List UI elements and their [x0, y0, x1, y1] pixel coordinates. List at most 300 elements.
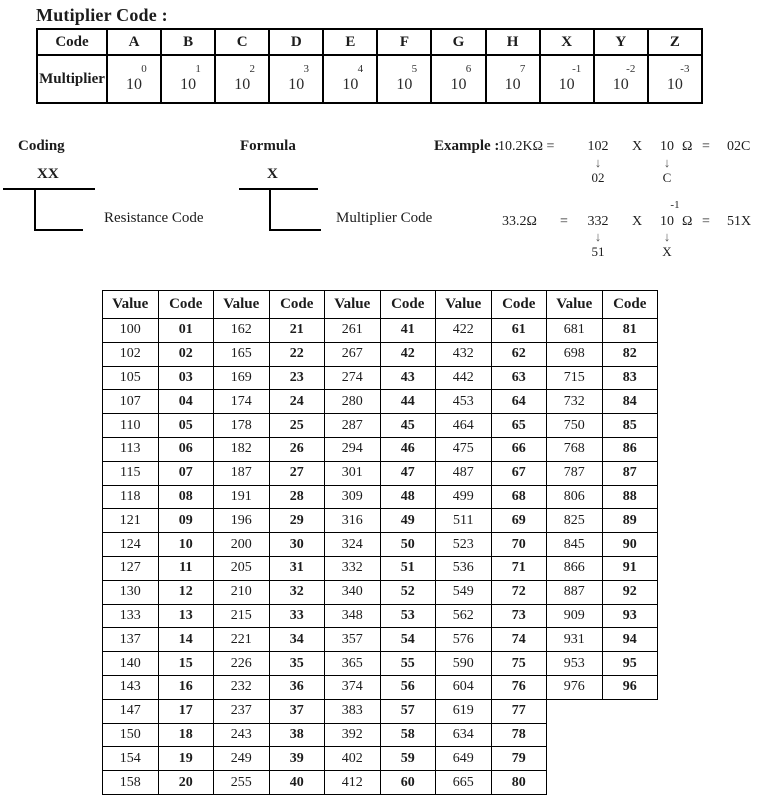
value-cell: 619 — [436, 699, 492, 723]
code-cell: 01 — [158, 319, 214, 343]
down-arrow-icon: ↓ — [594, 155, 602, 170]
code-cell: 58 — [380, 723, 436, 747]
value-cell: 196 — [214, 509, 270, 533]
value-cell: 113 — [103, 437, 159, 461]
multiplier-value-cell — [323, 55, 377, 103]
down-arrow-icon: ↓ — [663, 229, 671, 244]
multiplier-code-letter: F — [377, 29, 431, 55]
example1-ohm-symbol: Ω — [682, 139, 693, 154]
value-cell: 255 — [214, 771, 270, 795]
value-code-table — [102, 290, 658, 795]
value-code-header: Code — [491, 291, 547, 319]
code-cell: 24 — [269, 390, 325, 414]
value-cell: 107 — [103, 390, 159, 414]
value-code-header: Value — [436, 291, 492, 319]
example2-mantissa: 332 — [587, 214, 609, 229]
value-cell: 221 — [214, 628, 270, 652]
value-cell: 147 — [103, 699, 159, 723]
code-cell: 83 — [602, 366, 658, 390]
code-cell: 37 — [269, 699, 325, 723]
code-cell: 21 — [269, 319, 325, 343]
value-cell: 953 — [547, 652, 603, 676]
table-row — [103, 533, 658, 557]
value-cell: 402 — [325, 747, 381, 771]
table-row — [103, 628, 658, 652]
down-arrow-icon: ↓ — [594, 229, 602, 244]
code-cell: 05 — [158, 414, 214, 438]
value-cell: 105 — [103, 366, 159, 390]
value-cell: 887 — [547, 580, 603, 604]
value-cell: 237 — [214, 699, 270, 723]
value-cell: 422 — [436, 319, 492, 343]
value-cell: 158 — [103, 771, 159, 795]
code-cell: 75 — [491, 652, 547, 676]
table-row — [103, 342, 658, 366]
code-cell: 12 — [158, 580, 214, 604]
value-cell: 634 — [436, 723, 492, 747]
value-cell: 768 — [547, 437, 603, 461]
value-code-header: Value — [547, 291, 603, 319]
value-cell: 324 — [325, 533, 381, 557]
value-code-header: Value — [214, 291, 270, 319]
base-text: 10 — [612, 76, 629, 94]
code-cell: 91 — [602, 556, 658, 580]
table-row — [103, 461, 658, 485]
value-code-header: Value — [103, 291, 159, 319]
value-code-header: Code — [269, 291, 325, 319]
code-cell: 38 — [269, 723, 325, 747]
exponent-text: 2 — [249, 63, 255, 76]
multiplier-table — [36, 28, 703, 104]
example2-lhs-equals: = — [560, 214, 568, 229]
base-text: 10 — [396, 76, 413, 94]
value-cell: 130 — [103, 580, 159, 604]
code-cell: 27 — [269, 461, 325, 485]
value-cell: 294 — [325, 437, 381, 461]
code-cell: 87 — [602, 461, 658, 485]
exponent-text: 6 — [465, 63, 472, 76]
code-cell: 39 — [269, 747, 325, 771]
code-cell: 68 — [491, 485, 547, 509]
table-row — [103, 747, 658, 771]
value-cell: 127 — [103, 556, 159, 580]
base-text: 10 — [666, 76, 683, 94]
value-cell: 562 — [436, 604, 492, 628]
value-cell: 100 — [103, 319, 159, 343]
value-cell: 340 — [325, 580, 381, 604]
code-cell: 08 — [158, 485, 214, 509]
code-cell: 10 — [158, 533, 214, 557]
code-cell: 61 — [491, 319, 547, 343]
code-cell: 47 — [380, 461, 436, 485]
value-cell: 665 — [436, 771, 492, 795]
code-cell: 62 — [491, 342, 547, 366]
code-cell: 07 — [158, 461, 214, 485]
table-row — [103, 723, 658, 747]
value-cell: 187 — [214, 461, 270, 485]
code-cell: 86 — [602, 437, 658, 461]
value-cell: 549 — [436, 580, 492, 604]
code-cell: 76 — [491, 675, 547, 699]
value-cell: 590 — [436, 652, 492, 676]
multiplier-code-letter: E — [323, 29, 377, 55]
example1-result: 02C — [727, 139, 751, 154]
value-cell: 191 — [214, 485, 270, 509]
example2-times: X — [631, 214, 643, 229]
coding-underline — [3, 188, 95, 190]
multiplier-value-cell — [431, 55, 485, 103]
value-cell: 115 — [103, 461, 159, 485]
value-cell: 604 — [436, 675, 492, 699]
value-code-header: Code — [158, 291, 214, 319]
exponent-text: -2 — [626, 63, 636, 76]
value-cell: 332 — [325, 556, 381, 580]
code-cell: 95 — [602, 652, 658, 676]
example1-equals: = — [702, 139, 710, 154]
table-row — [103, 604, 658, 628]
value-cell: 178 — [214, 414, 270, 438]
code-cell: 44 — [380, 390, 436, 414]
code-cell: 60 — [380, 771, 436, 795]
value-code-header: Value — [325, 291, 381, 319]
base-text: 10 — [180, 76, 197, 94]
base-text: 10 — [234, 76, 251, 94]
value-cell: 931 — [547, 628, 603, 652]
multiplier-value-cell — [269, 55, 323, 103]
value-cell: 499 — [436, 485, 492, 509]
example1-lhs: 10.2KΩ = — [498, 139, 555, 154]
example1-multiplier-code: C — [662, 170, 672, 185]
value-cell: 523 — [436, 533, 492, 557]
value-cell: 174 — [214, 390, 270, 414]
code-cell: 23 — [269, 366, 325, 390]
code-cell: 34 — [269, 628, 325, 652]
code-cell: 65 — [491, 414, 547, 438]
example1-base: 10 — [660, 139, 674, 154]
value-cell: 182 — [214, 437, 270, 461]
table-row — [103, 580, 658, 604]
value-cell: 150 — [103, 723, 159, 747]
code-cell: 74 — [491, 628, 547, 652]
example2-multiplier-code: X — [662, 244, 672, 259]
formula-heading: Formula — [240, 138, 296, 154]
value-cell: 487 — [436, 461, 492, 485]
example2-result: 51X — [727, 214, 752, 229]
code-cell: 16 — [158, 675, 214, 699]
code-cell: 33 — [269, 604, 325, 628]
value-cell: 698 — [547, 342, 603, 366]
formula-connector-horizontal — [269, 229, 321, 231]
formula-connector-vertical — [269, 188, 271, 231]
multiplier-value-cell — [486, 55, 540, 103]
code-cell: 73 — [491, 604, 547, 628]
multiplier-code-letter: Z — [648, 29, 702, 55]
code-cell: 54 — [380, 628, 436, 652]
code-cell: 49 — [380, 509, 436, 533]
base-text: 10 — [450, 76, 467, 94]
code-cell: 11 — [158, 556, 214, 580]
code-cell: 32 — [269, 580, 325, 604]
code-cell: 96 — [602, 675, 658, 699]
value-cell: 118 — [103, 485, 159, 509]
value-cell: 274 — [325, 366, 381, 390]
value-cell: 243 — [214, 723, 270, 747]
value-cell: 806 — [547, 485, 603, 509]
code-cell: 67 — [491, 461, 547, 485]
down-arrow-icon: ↓ — [663, 155, 671, 170]
coding-connector-vertical — [34, 188, 36, 231]
example1-mantissa: 102 — [587, 139, 609, 154]
value-cell: 348 — [325, 604, 381, 628]
value-cell: 412 — [325, 771, 381, 795]
multiplier-row-header: Multiplier — [37, 55, 107, 103]
multiplier-value-cell — [594, 55, 648, 103]
code-cell: 78 — [491, 723, 547, 747]
example2-equals: = — [702, 214, 710, 229]
code-cell: 35 — [269, 652, 325, 676]
code-cell: 66 — [491, 437, 547, 461]
code-cell: 28 — [269, 485, 325, 509]
code-cell: 06 — [158, 437, 214, 461]
code-cell: 56 — [380, 675, 436, 699]
example2-exponent: -1 — [670, 199, 680, 211]
code-cell: 89 — [602, 509, 658, 533]
value-cell: 374 — [325, 675, 381, 699]
exponent-text: 3 — [303, 63, 310, 76]
value-cell: 475 — [436, 437, 492, 461]
value-cell: 357 — [325, 628, 381, 652]
formula-symbol: X — [267, 166, 278, 182]
base-text: 10 — [288, 76, 305, 94]
multiplier-value-cell — [107, 55, 161, 103]
value-cell: 249 — [214, 747, 270, 771]
coding-connector-horizontal — [34, 229, 83, 231]
code-cell: 63 — [491, 366, 547, 390]
value-cell: 750 — [547, 414, 603, 438]
value-cell: 102 — [103, 342, 159, 366]
table-row — [103, 485, 658, 509]
code-cell: 82 — [602, 342, 658, 366]
code-cell: 69 — [491, 509, 547, 533]
code-cell: 17 — [158, 699, 214, 723]
code-cell: 85 — [602, 414, 658, 438]
value-cell: 124 — [103, 533, 159, 557]
value-cell: 681 — [547, 319, 603, 343]
code-cell: 72 — [491, 580, 547, 604]
code-cell: 26 — [269, 437, 325, 461]
example2-mantissa-code: 51 — [591, 244, 605, 259]
value-cell: 464 — [436, 414, 492, 438]
code-cell: 41 — [380, 319, 436, 343]
code-cell: 22 — [269, 342, 325, 366]
value-cell: 909 — [547, 604, 603, 628]
table-row — [103, 366, 658, 390]
exponent-text: 5 — [411, 63, 418, 76]
value-cell: 825 — [547, 509, 603, 533]
multiplier-code-letter: H — [486, 29, 540, 55]
value-cell: 200 — [214, 533, 270, 557]
multiplier-code-letter: A — [107, 29, 161, 55]
code-cell: 81 — [602, 319, 658, 343]
value-cell: 267 — [325, 342, 381, 366]
value-cell: 133 — [103, 604, 159, 628]
code-cell: 84 — [602, 390, 658, 414]
multiplier-code-letter: Y — [594, 29, 648, 55]
exponent-text: 7 — [519, 63, 526, 76]
code-cell: 92 — [602, 580, 658, 604]
code-cell: 45 — [380, 414, 436, 438]
code-cell: 48 — [380, 485, 436, 509]
example2-ohm-symbol: Ω — [682, 214, 693, 229]
value-cell: 140 — [103, 652, 159, 676]
code-cell: 55 — [380, 652, 436, 676]
code-cell: 30 — [269, 533, 325, 557]
value-cell: 845 — [547, 533, 603, 557]
value-cell: 137 — [103, 628, 159, 652]
code-cell: 88 — [602, 485, 658, 509]
value-cell: 392 — [325, 723, 381, 747]
code-cell: 46 — [380, 437, 436, 461]
code-cell: 03 — [158, 366, 214, 390]
code-cell: 50 — [380, 533, 436, 557]
code-cell: 25 — [269, 414, 325, 438]
example-heading: Example : — [434, 138, 500, 154]
example1-times: X — [631, 139, 643, 154]
multiplier-code-letter: C — [215, 29, 269, 55]
table-row — [103, 699, 658, 723]
code-cell: 51 — [380, 556, 436, 580]
value-code-header: Code — [602, 291, 658, 319]
base-text: 10 — [342, 76, 359, 94]
value-cell: 976 — [547, 675, 603, 699]
exponent-text: -3 — [680, 63, 690, 76]
value-cell: 576 — [436, 628, 492, 652]
value-code-header: Code — [380, 291, 436, 319]
code-cell: 53 — [380, 604, 436, 628]
value-cell: 143 — [103, 675, 159, 699]
value-cell: 287 — [325, 414, 381, 438]
multiplier-value-cell — [377, 55, 431, 103]
coding-heading: Coding — [18, 138, 65, 154]
multiplier-code-letter: X — [540, 29, 594, 55]
code-cell: 59 — [380, 747, 436, 771]
base-text: 10 — [504, 76, 521, 94]
value-cell: 432 — [436, 342, 492, 366]
code-cell: 93 — [602, 604, 658, 628]
value-cell: 121 — [103, 509, 159, 533]
table-row — [103, 319, 658, 343]
code-cell: 04 — [158, 390, 214, 414]
exponent-text: 1 — [195, 63, 201, 76]
code-cell: 77 — [491, 699, 547, 723]
code-cell: 02 — [158, 342, 214, 366]
value-cell: 215 — [214, 604, 270, 628]
example2-lhs: 33.2Ω — [502, 214, 537, 229]
value-cell: 649 — [436, 747, 492, 771]
table-row — [103, 771, 658, 795]
multiplier-code-letter: D — [269, 29, 323, 55]
value-cell: 210 — [214, 580, 270, 604]
code-cell: 79 — [491, 747, 547, 771]
table-row — [103, 437, 658, 461]
code-cell: 52 — [380, 580, 436, 604]
value-cell: 453 — [436, 390, 492, 414]
multiplier-value-cell — [648, 55, 702, 103]
table-row — [103, 652, 658, 676]
multiplier-value-cell — [161, 55, 215, 103]
multiplier-value-cell — [215, 55, 269, 103]
code-cell: 19 — [158, 747, 214, 771]
value-cell: 442 — [436, 366, 492, 390]
multiplier-code-letter: B — [161, 29, 215, 55]
value-cell: 280 — [325, 390, 381, 414]
code-cell: 36 — [269, 675, 325, 699]
value-cell: 866 — [547, 556, 603, 580]
example1-mantissa-code: 02 — [591, 170, 605, 185]
value-cell: 169 — [214, 366, 270, 390]
table-row — [103, 675, 658, 699]
code-cell: 14 — [158, 628, 214, 652]
code-cell: 20 — [158, 771, 214, 795]
code-cell: 90 — [602, 533, 658, 557]
value-cell: 316 — [325, 509, 381, 533]
code-cell: 09 — [158, 509, 214, 533]
formula-underline — [239, 188, 318, 190]
code-cell: 42 — [380, 342, 436, 366]
value-cell: 162 — [214, 319, 270, 343]
value-cell: 309 — [325, 485, 381, 509]
value-cell: 732 — [547, 390, 603, 414]
value-cell: 205 — [214, 556, 270, 580]
example2-base: 10 — [660, 214, 674, 229]
page-title: Mutiplier Code : — [36, 5, 168, 25]
code-cell: 13 — [158, 604, 214, 628]
resistance-code-label: Resistance Code — [104, 210, 204, 226]
multiplier-code-letter: G — [431, 29, 485, 55]
exponent-text: -1 — [572, 63, 582, 76]
code-cell: 71 — [491, 556, 547, 580]
value-cell: 110 — [103, 414, 159, 438]
code-cell: 29 — [269, 509, 325, 533]
code-cell: 31 — [269, 556, 325, 580]
value-cell: 536 — [436, 556, 492, 580]
coding-symbol: XX — [37, 166, 59, 182]
exponent-text: 0 — [141, 63, 147, 76]
code-cell: 64 — [491, 390, 547, 414]
value-cell: 226 — [214, 652, 270, 676]
base-text: 10 — [126, 76, 143, 94]
value-cell: 261 — [325, 319, 381, 343]
table-row — [103, 556, 658, 580]
code-cell: 57 — [380, 699, 436, 723]
value-cell: 511 — [436, 509, 492, 533]
code-cell: 43 — [380, 366, 436, 390]
value-cell: 787 — [547, 461, 603, 485]
value-cell: 301 — [325, 461, 381, 485]
value-cell: 715 — [547, 366, 603, 390]
code-cell: 18 — [158, 723, 214, 747]
multiplier-code-label: Multiplier Code — [336, 210, 433, 226]
base-text: 10 — [558, 76, 575, 94]
table-row — [103, 414, 658, 438]
table-row — [103, 509, 658, 533]
multiplier-value-cell — [540, 55, 594, 103]
code-cell: 70 — [491, 533, 547, 557]
code-cell: 94 — [602, 628, 658, 652]
code-cell: 40 — [269, 771, 325, 795]
value-cell: 232 — [214, 675, 270, 699]
exponent-text: 4 — [357, 63, 364, 76]
